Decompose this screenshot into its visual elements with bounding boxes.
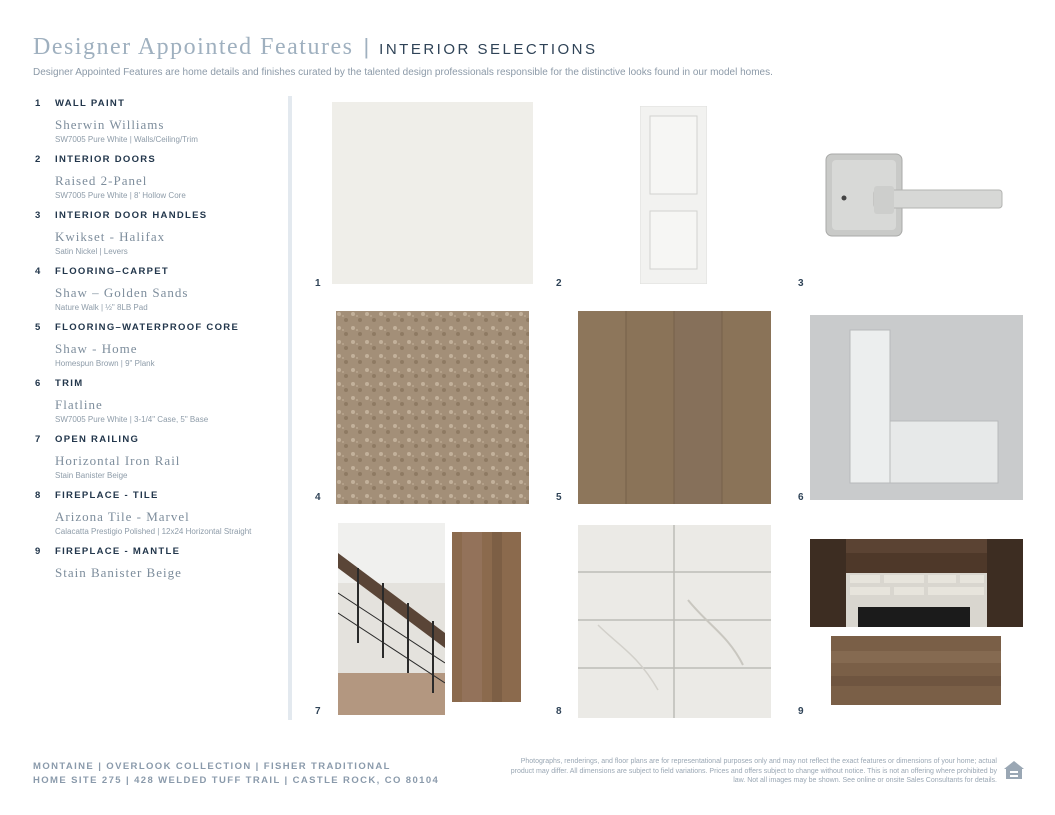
list-item [35, 434, 275, 481]
item-brand: Kwikset - Halifax [55, 229, 166, 244]
item-detail: Nature Walk | ½" 8LB Pad [55, 303, 148, 312]
interior-door-image [640, 106, 707, 284]
list-item [35, 98, 275, 145]
banister-stain-sample [452, 532, 521, 702]
item-number: 5 [35, 322, 42, 333]
list-item [35, 322, 275, 369]
item-brand: Shaw – Golden Sands [55, 285, 189, 300]
footer-line-1: MONTAINE | OVERLOOK COLLECTION | FISHER TRADITIONAL [33, 761, 391, 772]
item-number: 9 [35, 546, 42, 557]
item-detail: Calacatta Prestigio Polished | 12x24 Horizontal Straight [55, 527, 252, 536]
page-description: Designer Appointed Features are home details and finishes curated by the talented design professionals responsible for the distinctive looks found in our model homes. [33, 67, 773, 78]
equal-housing-opportunity-icon [1002, 759, 1026, 783]
vertical-divider [288, 96, 292, 720]
item-number: 3 [35, 210, 42, 221]
item-brand: Raised 2-Panel [55, 173, 148, 188]
item-number: 1 [35, 98, 42, 109]
item-category: FIREPLACE - TILE [55, 490, 159, 501]
iron-railing-image [338, 523, 445, 715]
item-detail: Stain Banister Beige [55, 471, 128, 480]
item-brand: Shaw - Home [55, 341, 138, 356]
item-detail: SW7005 Pure White | 3-1/4" Case, 5" Base [55, 415, 209, 424]
tile-number: 5 [556, 492, 562, 503]
item-category: TRIM [55, 378, 84, 389]
page-title: Designer Appointed Features [33, 34, 354, 60]
paint-swatch-image [332, 102, 533, 284]
fireplace-image [810, 539, 1023, 627]
list-item [35, 378, 275, 425]
item-brand: Sherwin Williams [55, 117, 165, 132]
tile-number: 3 [798, 278, 804, 289]
item-brand: Stain Banister Beige [55, 565, 182, 580]
tile-number: 6 [798, 492, 804, 503]
item-detail: Satin Nickel | Levers [55, 247, 128, 256]
item-category: FIREPLACE - MANTLE [55, 546, 181, 557]
item-category: INTERIOR DOORS [55, 154, 157, 165]
item-number: 2 [35, 154, 42, 165]
tile-number: 8 [556, 706, 562, 717]
list-item [35, 266, 275, 313]
item-detail: SW7005 Pure White | 8' Hollow Core [55, 191, 186, 200]
item-number: 8 [35, 490, 42, 501]
item-number: 7 [35, 434, 42, 445]
list-item [35, 546, 275, 581]
item-number: 6 [35, 378, 42, 389]
mantle-stain-sample [831, 636, 1001, 705]
tile-number: 2 [556, 278, 562, 289]
door-handle-image [822, 150, 1007, 242]
carpet-image [336, 311, 529, 504]
title-separator: | [363, 34, 370, 59]
disclaimer: Photographs, renderings, and floor plans are for representational purposes only and may not reflect the exact features or dimensions of your home; actual product may differ. All dimensions are subject to field variations. Prices and offers subject to change without notice. This is not an offering where prohibited by law. Not all images may be shown. See online or onsite Sales Consultants for details. [510, 758, 997, 784]
tile-number: 9 [798, 706, 804, 717]
footer-line-2: HOME SITE 275 | 428 WELDED TUFF TRAIL | CASTLE ROCK, CO 80104 [33, 775, 440, 786]
list-item [35, 154, 275, 201]
title-row [33, 34, 1033, 61]
community-info [33, 760, 439, 788]
list-item [35, 210, 275, 257]
wood-floor-image [578, 311, 771, 504]
item-brand: Arizona Tile - Marvel [55, 509, 190, 524]
list-item [35, 490, 275, 537]
item-category: INTERIOR DOOR HANDLES [55, 210, 208, 221]
item-category: OPEN RAILING [55, 434, 140, 445]
item-brand: Flatline [55, 397, 103, 412]
item-number: 4 [35, 266, 42, 277]
tile-number: 4 [315, 492, 321, 503]
selection-list [35, 98, 275, 590]
item-detail: Homespun Brown | 9" Plank [55, 359, 155, 368]
item-brand: Horizontal Iron Rail [55, 453, 181, 468]
tile-number: 7 [315, 706, 321, 717]
section-title: INTERIOR SELECTIONS [379, 41, 598, 58]
page-header [33, 34, 1033, 78]
item-category: WALL PAINT [55, 98, 126, 109]
tile-number: 1 [315, 278, 321, 289]
trim-image [810, 315, 1023, 500]
item-category: FLOORING–CARPET [55, 266, 169, 277]
item-detail: SW7005 Pure White | Walls/Ceiling/Trim [55, 135, 198, 144]
item-category: FLOORING–WATERPROOF CORE [55, 322, 240, 333]
marble-tile-image [578, 525, 771, 718]
